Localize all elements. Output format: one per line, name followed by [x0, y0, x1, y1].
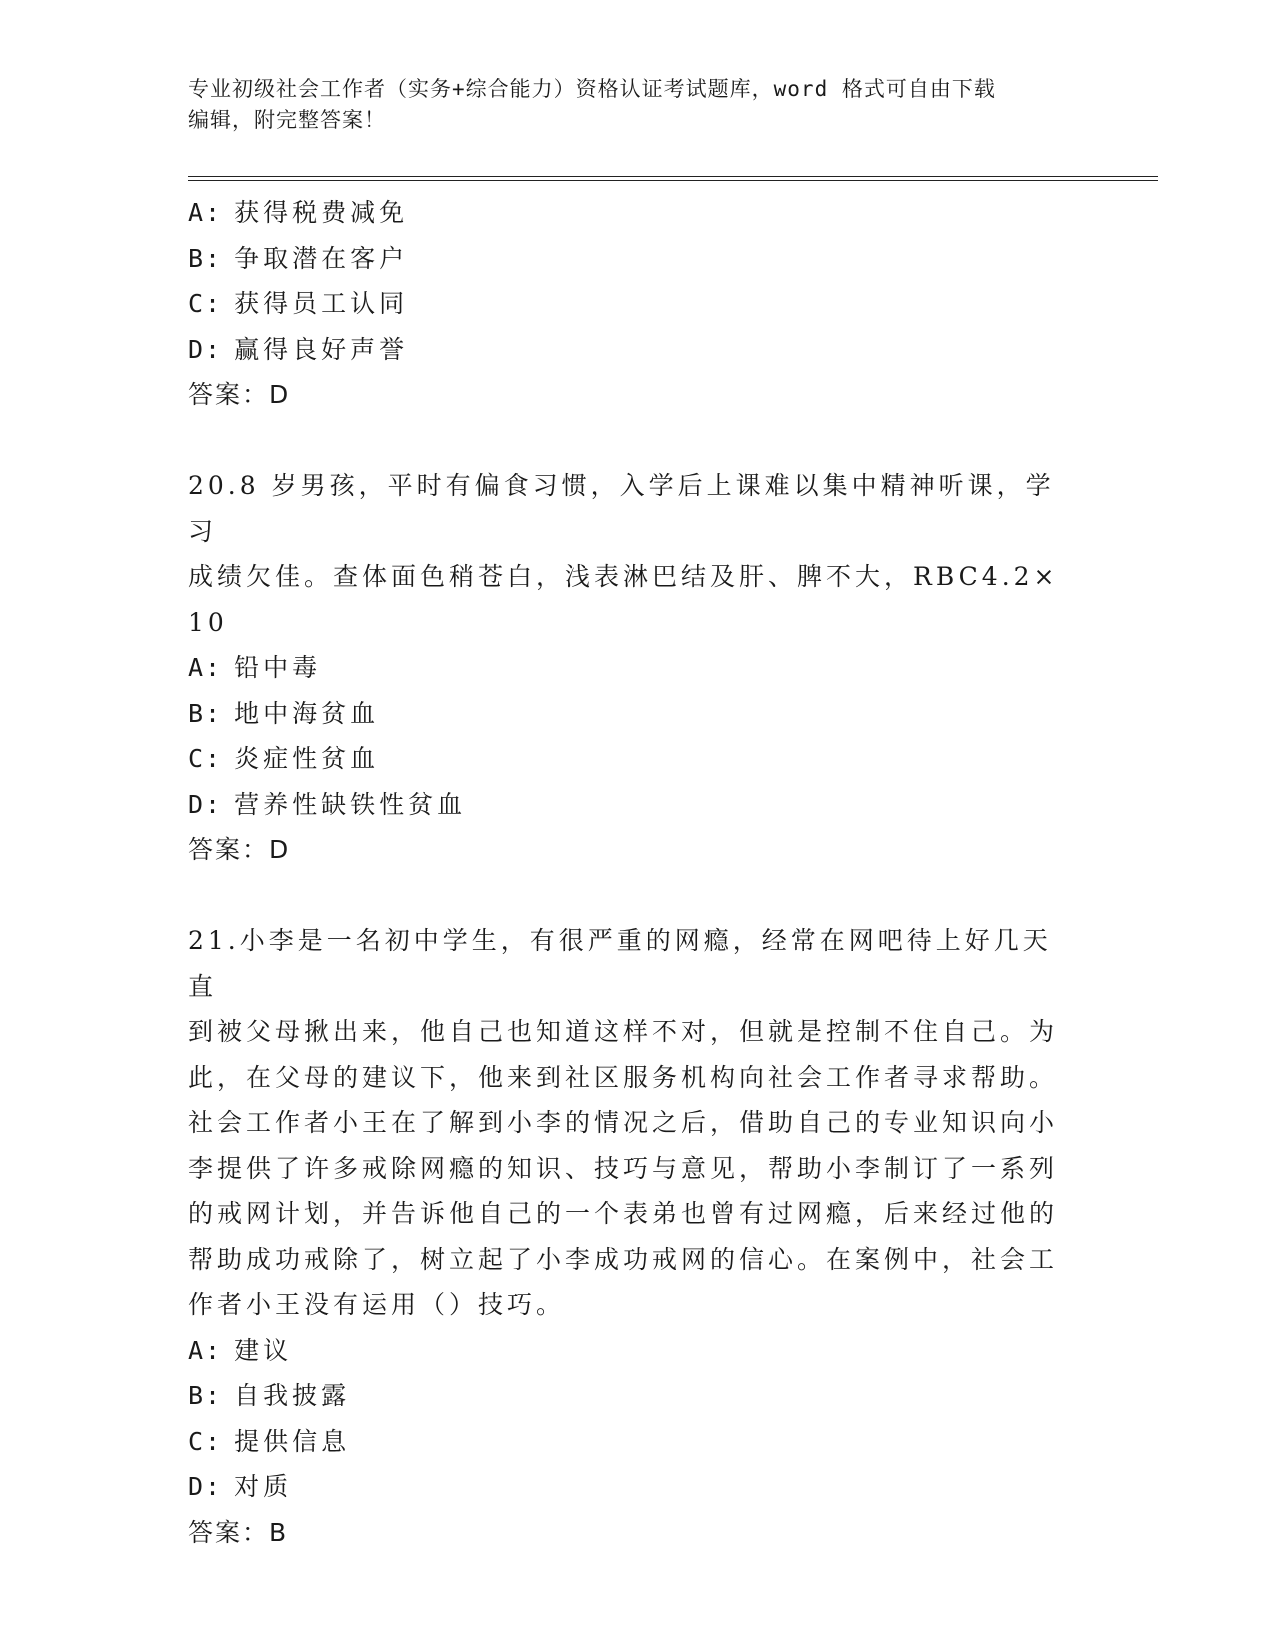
answer-line: 答案：B	[188, 1517, 289, 1547]
option-b	[188, 1373, 1068, 1419]
option-d	[188, 782, 1068, 828]
header-title-line-2: 编辑，附完整答案！	[188, 108, 386, 132]
option-text: 对质	[234, 1472, 293, 1501]
option-text: 赢得良好声誉	[234, 334, 409, 364]
option-label: D:	[188, 789, 223, 819]
stem-line: 20.8 岁男孩，平时有偏食习惯，入学后上课难以集中精神听课，学习	[188, 471, 1055, 546]
header-divider	[188, 176, 1158, 181]
option-d	[188, 1464, 1068, 1510]
option-text: 获得税费减免	[234, 198, 409, 227]
stem-line: 社会工作者小王在了解到小李的情况之后，借助自己的专业知识向小	[188, 1108, 1059, 1137]
option-label: A:	[188, 198, 223, 227]
option-b	[188, 691, 1068, 737]
option-label: D:	[188, 1472, 223, 1501]
question-list	[188, 190, 1068, 1555]
option-a	[188, 645, 1068, 691]
option-text: 炎症性贫血	[234, 744, 380, 773]
stem-line: 此，在父母的建议下，他来到社区服务机构向社会工作者寻求帮助。	[188, 1062, 1059, 1092]
option-a	[188, 190, 1068, 236]
stem-line: 到被父母揪出来，他自己也知道这样不对，但就是控制不住自己。为	[188, 1017, 1059, 1046]
option-label: D:	[188, 334, 223, 364]
header-title-line-1: 专业初级社会工作者（实务+综合能力）资格认证考试题库，word 格式可自由下载	[188, 77, 996, 101]
option-label: C:	[188, 1426, 223, 1456]
question-stem	[188, 918, 1068, 1328]
answer-line: 答案：D	[188, 835, 291, 864]
option-text: 营养性缺铁性贫血	[234, 789, 467, 819]
option-label: B:	[188, 1381, 223, 1410]
question-spacer	[188, 418, 1068, 464]
option-b	[188, 236, 1068, 282]
option-text: 提供信息	[234, 1426, 351, 1456]
option-text: 地中海贫血	[234, 698, 380, 728]
option-label: A:	[188, 653, 223, 682]
option-label: B:	[188, 243, 223, 273]
option-label: C:	[188, 289, 223, 318]
option-text: 获得员工认同	[234, 289, 409, 318]
option-c	[188, 1419, 1068, 1465]
option-label: A:	[188, 1335, 223, 1365]
question-20	[188, 463, 1068, 873]
question-21	[188, 918, 1068, 1555]
question-spacer	[188, 873, 1068, 919]
option-c	[188, 736, 1068, 782]
option-label: C:	[188, 744, 223, 773]
option-c	[188, 281, 1068, 327]
option-text: 铅中毒	[234, 653, 322, 682]
stem-line: 作者小王没有运用（）技巧。	[188, 1290, 566, 1319]
page-header	[188, 74, 1088, 136]
stem-line: 的戒网计划，并告诉他自己的一个表弟也曾有过网瘾，后来经过他的	[188, 1199, 1059, 1228]
stem-line: 21.小李是一名初中学生，有很严重的网瘾，经常在网吧待上好几天直	[188, 926, 1052, 1001]
option-text: 争取潜在客户	[234, 243, 409, 273]
stem-line: 成绩欠佳。查体面色稍苍白，浅表淋巴结及肝、脾不大，RBC4.2×10	[188, 562, 1059, 637]
question-19	[188, 190, 1068, 418]
option-a	[188, 1328, 1068, 1374]
stem-line: 帮助成功戒除了，树立起了小李成功戒网的信心。在案例中，社会工	[188, 1244, 1059, 1274]
option-text: 建议	[234, 1335, 293, 1365]
stem-line: 李提供了许多戒除网瘾的知识、技巧与意见，帮助小李制订了一系列	[188, 1153, 1059, 1183]
answer-line: 答案：D	[188, 380, 291, 409]
option-d	[188, 327, 1068, 373]
question-stem	[188, 463, 1068, 645]
option-text: 自我披露	[234, 1381, 351, 1410]
option-label: B:	[188, 698, 223, 728]
